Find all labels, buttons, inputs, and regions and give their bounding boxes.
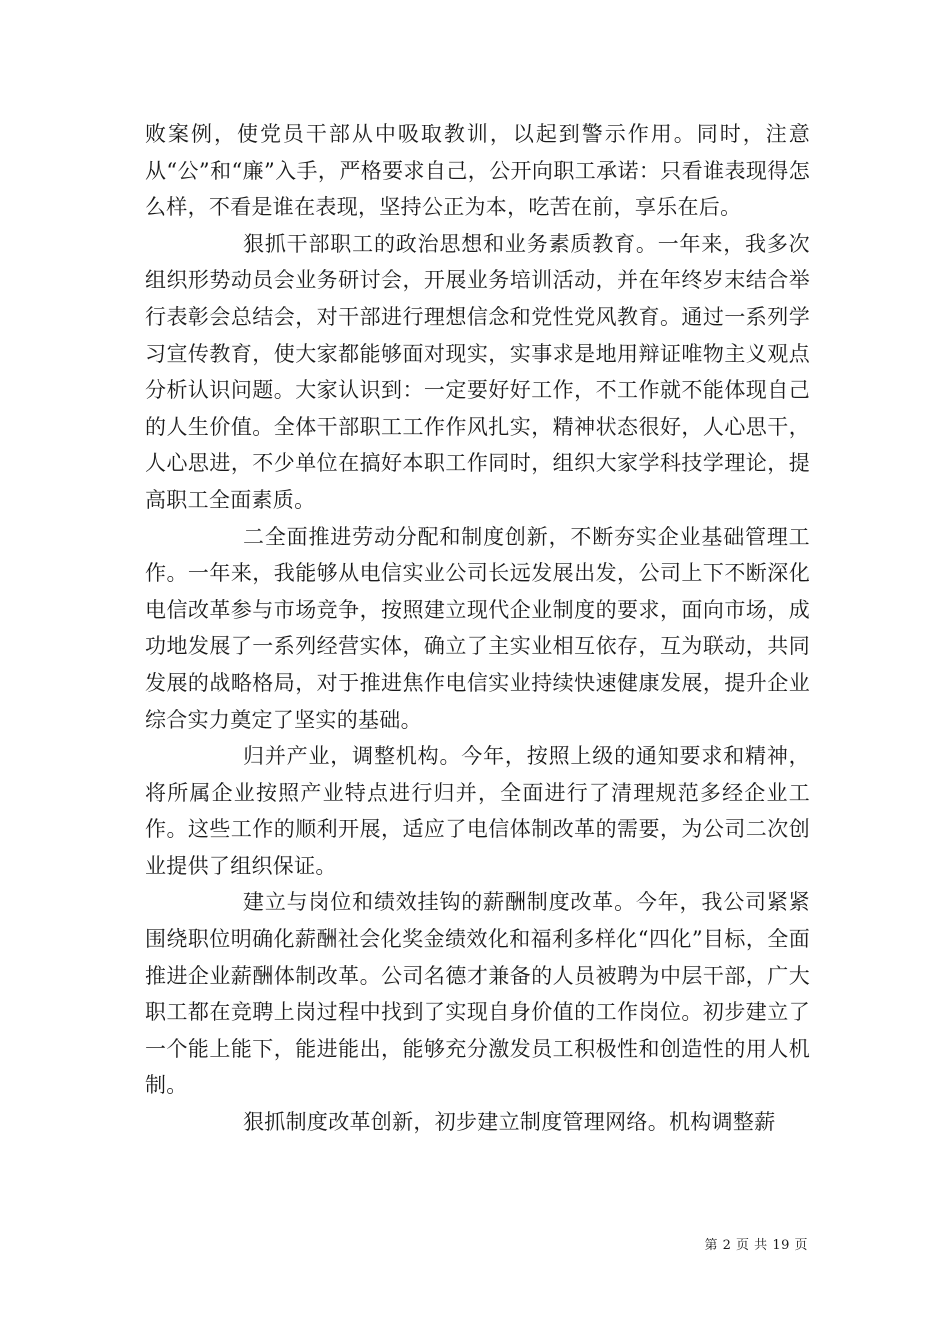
page-number-footer: 第 2 页 共 19 页 (704, 1238, 808, 1253)
paragraph-2: 狠抓干部职工的政治思想和业务素质教育。一年来，我多次组织形势动员会业务研讨会，开展业务培训活动，并在年终岁末结合举行表彰会总结会，对干部进行理想信念和党性党风教育。通过一系列学习宣传教育，使大家都能够面对现实，实事求是地用辩证唯物主义观点分析认识问题。大家认识到：一定要好好工作，不工作就不能体现自己的人生价值。全体干部职工工作作风扎实，精神状态很好，人心思干，人心思进，不少单位在搞好本职工作同时，组织大家学科技学理论，提高职工全面素质。 (145, 231, 810, 512)
paragraph-1: 败案例，使党员干部从中吸取教训，以起到警示作用。同时，注意从“公”和“廉”入手，严格要求自己，公开向职工承诺：只看谁表现得怎么样，不看是谁在表现，坚持公正为本，吃苦在前，享乐在后。 (145, 122, 810, 220)
document-body (145, 116, 810, 1141)
paragraph-5: 建立与岗位和绩效挂钩的薪酬制度改革。今年，我公司紧紧围绕职位明确化薪酬社会化奖金绩效化和福利多样化“四化”目标，全面推进企业薪酬体制改革。公司名德才兼备的人员被聘为中层干部，广大职工都在竞聘上岗过程中找到了实现自身价值的工作岗位。初步建立了一个能上能下，能进能出，能够充分激发员工积极性和创造性的用人机制。 (145, 890, 810, 1098)
paragraph-6: 狠抓制度改革创新，初步建立制度管理网络。机构调整薪 (243, 1110, 776, 1135)
paragraph-3: 二全面推进劳动分配和制度创新，不断夯实企业基础管理工作。一年来，我能够从电信实业公司长远发展出发，公司上下不断深化电信改革参与市场竞争，按照建立现代企业制度的要求，面向市场，成功地发展了一系列经营实体，确立了主实业相互依存，互为联动，共同发展的战略格局，对于推进焦作电信实业持续快速健康发展，提升企业综合实力奠定了坚实的基础。 (145, 524, 810, 732)
paragraph-4: 归并产业，调整机构。今年，按照上级的通知要求和精神，将所属企业按照产业特点进行归并，全面进行了清理规范多经企业工作。这些工作的顺利开展，适应了电信体制改革的需要，为公司二次创业提供了组织保证。 (145, 744, 810, 878)
